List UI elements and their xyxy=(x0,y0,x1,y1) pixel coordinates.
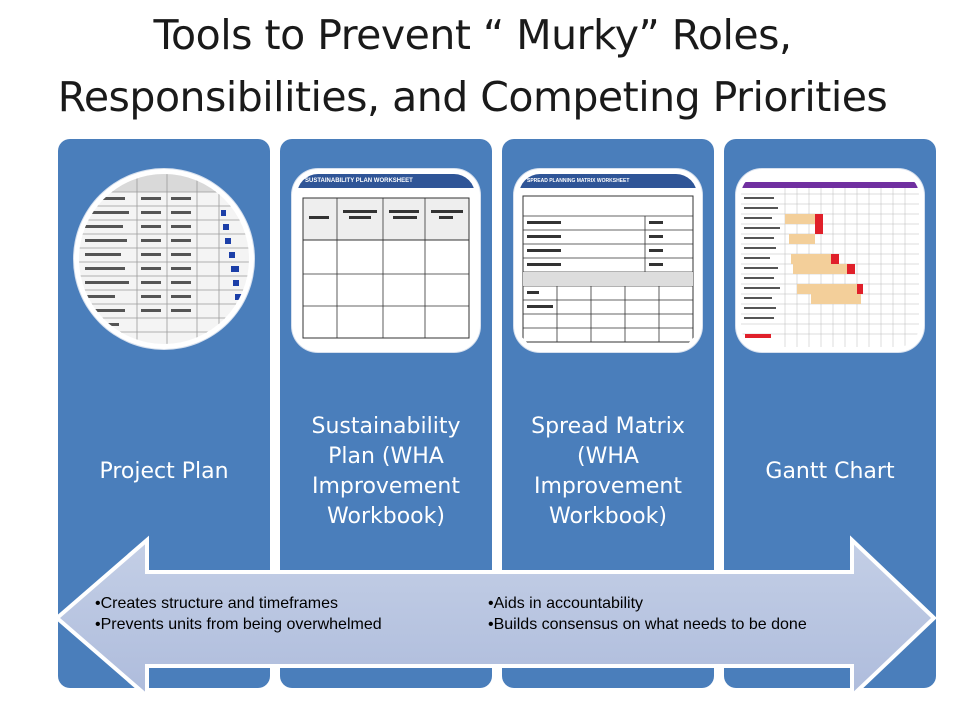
slide-title-line-1: Tools to Prevent “ Murky” Roles, xyxy=(153,11,792,59)
spread-matrix-header: SPREAD PLANNING MATRIX WORKSHEET xyxy=(519,174,697,188)
card-label-sustainability-plan: Sustainability Plan (WHA Improvement Workbook) xyxy=(311,413,461,529)
card-label-gantt-chart: Gantt Chart xyxy=(765,458,895,484)
arrow-left-bullets xyxy=(95,593,382,635)
right-bullet-1: •Aids in accountability xyxy=(488,595,644,612)
card-label-project-plan: Project Plan xyxy=(99,458,229,484)
left-bullet-1: •Creates structure and timeframes xyxy=(95,595,339,612)
sustainability-worksheet-header: SUSTAINABILITY PLAN WORKSHEET xyxy=(297,174,475,188)
slide-title-line-2: Responsibilities, and Competing Priorities xyxy=(57,73,888,121)
right-bullet-2: •Builds consensus on what needs to be done xyxy=(488,616,807,633)
card-label-spread-matrix: Spread Matrix (WHA Improvement Workbook) xyxy=(531,413,685,529)
left-bullet-2: •Prevents units from being overwhelmed xyxy=(95,616,382,633)
arrow-right-bullets xyxy=(488,593,807,635)
